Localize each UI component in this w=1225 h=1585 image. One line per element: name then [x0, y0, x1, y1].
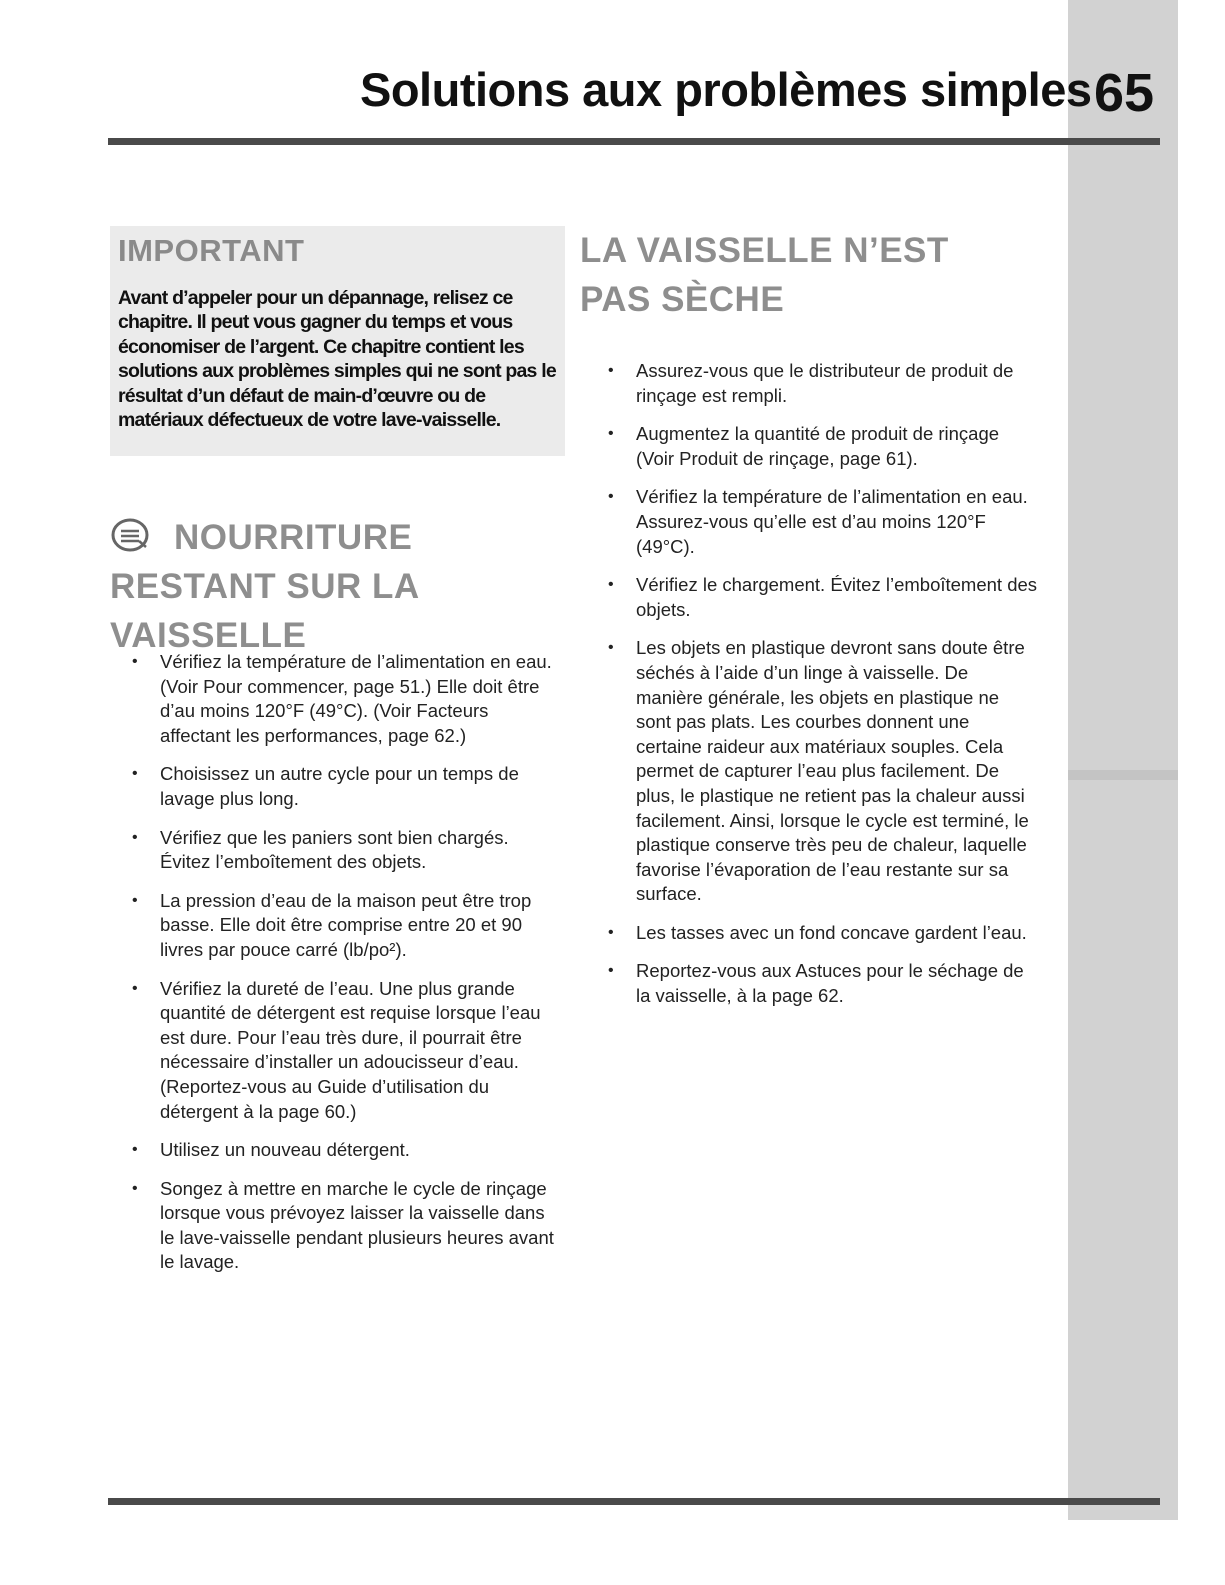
list-item: • Les objets en plastique devront sans doute être séchés à l’aide d’un linge à vaisselle. De manière générale, les objets en plastique ne sont pas plats. Les courbes donnent une certaine raideur aux matériaux souples. Cela permet de capturer l’eau plus facilement. De plus, le plastique ne retient pas la chaleur aussi facilement. Ainsi, lorsque le cycle est terminé, le plastique conserve très peu de chaleur, laquelle favorise l’évaporation de l’eau restante sur sa surface. [608, 636, 1038, 907]
list-item: • La pression d’eau de la maison peut être trop basse. Elle doit être comprise entre 20 et 90 livres par pouce carré (lb/po²). [132, 889, 564, 963]
list-item: • Songez à mettre en marche le cycle de rinçage lorsque vous prévoyez laisser la vaisselle dans le lave-vaisselle pendant plusieurs heures avant le lavage. [132, 1177, 564, 1275]
important-text: Avant d’appeler pour un dépannage, relisez ce chapitre. Il peut vous gagner du temps et vous économiser de l’argent. Ce chapitre contient les solutions aux problèmes simples qui ne sont pas le résultat d’un défaut de main-d’œuvre ou de matériaux défectueux de votre lave-vaisselle. [118, 287, 556, 432]
list-item: • Assurez-vous que le distributeur de produit de rinçage est rempli. [608, 359, 1038, 408]
list-item: • Vérifiez que les paniers sont bien chargés. Évitez l’emboîtement des objets. [132, 826, 564, 875]
section-heading-text: NOURRITURE RESTANT SUR LA VAISSELLE [110, 518, 419, 655]
important-heading: IMPORTANT [118, 233, 305, 268]
list-item: • Augmentez la quantité de produit de rinçage (Voir Produit de rinçage, page 61). [608, 422, 1038, 471]
page-number: 65 [1094, 63, 1155, 123]
plate-icon [110, 517, 150, 553]
list-item: • Utilisez un nouveau détergent. [132, 1138, 564, 1163]
section-heading-not-dry: LA VAISSELLE N’EST PAS SÈCHE [580, 231, 949, 319]
section-heading-food-residue [110, 513, 570, 660]
list-item: • Vérifiez la température de l’alimentation en eau. Assurez-vous qu’elle est d’au moins 120°F (49°C). [608, 485, 1038, 559]
page-title: Solutions aux problèmes simples [360, 63, 1092, 116]
list-item: • Vérifiez le chargement. Évitez l’emboîtement des objets. [608, 573, 1038, 622]
side-tab-strip [1068, 0, 1178, 1520]
list-item: • Vérifiez la température de l’alimentation en eau. (Voir Pour commencer, page 51.) Elle doit être d’au moins 120°F (49°C). (Voir Facteurs affectant les performances, page 62.) [132, 650, 564, 748]
not-dry-list [608, 359, 1038, 1023]
list-item: • Les tasses avec un fond concave gardent l’eau. [608, 921, 1038, 946]
list-item: • Vérifiez la dureté de l’eau. Une plus grande quantité de détergent est requise lorsque l’eau est dure. Pour l’eau très dure, il pourrait être nécessaire d’installer un adoucisseur d’eau. (Reportez-vous au Guide d’utilisation du détergent à la page 60.) [132, 977, 564, 1125]
footer-rule [108, 1498, 1160, 1505]
food-residue-list [132, 650, 564, 1289]
list-item: • Choisissez un autre cycle pour un temps de lavage plus long. [132, 762, 564, 811]
list-item: • Reportez-vous aux Astuces pour le séchage de la vaisselle, à la page 62. [608, 959, 1038, 1008]
header-rule [108, 138, 1160, 145]
side-strip-band [1068, 770, 1178, 780]
